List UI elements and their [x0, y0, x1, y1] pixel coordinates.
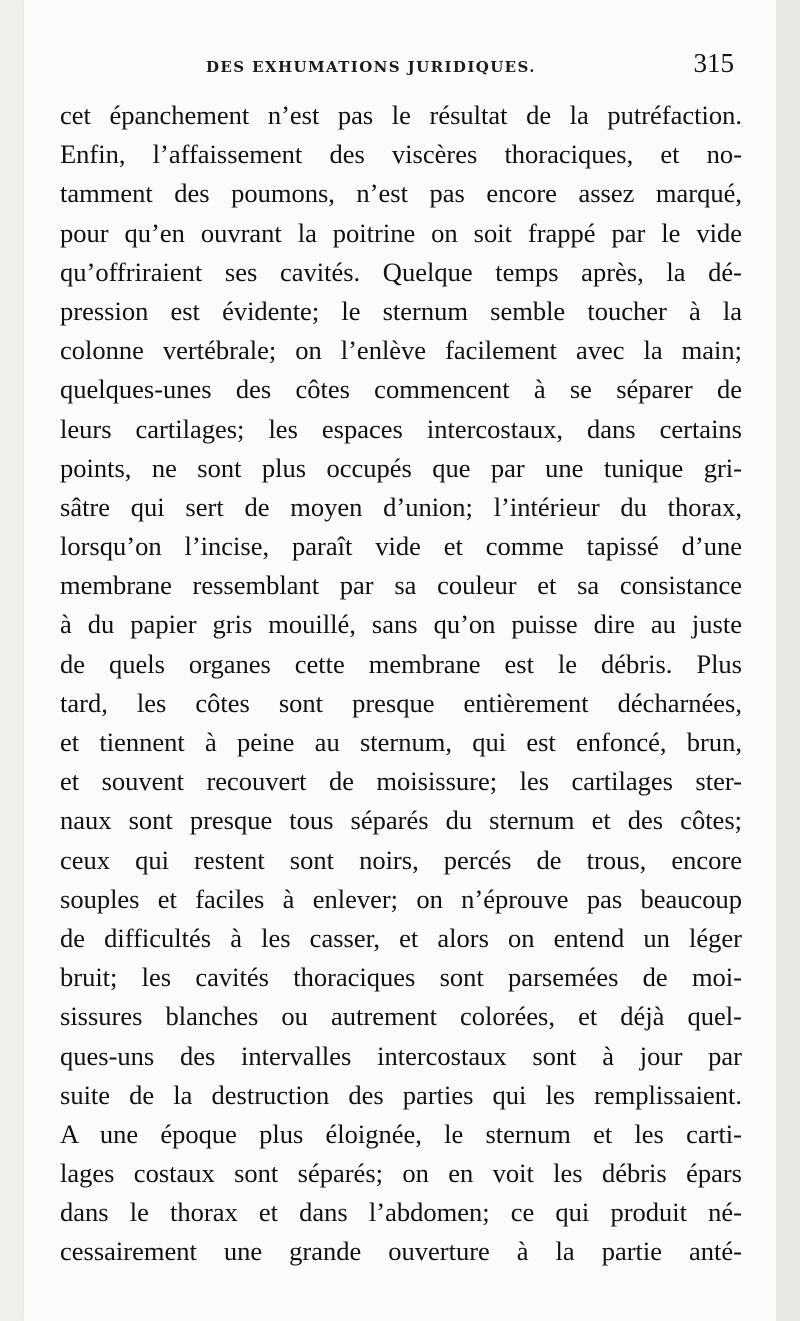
text-line: lages costaux sont séparés; on en voit les débris épars: [60, 1158, 742, 1189]
text-line: ques-uns des intervalles intercostaux sont à jour par: [60, 1040, 742, 1071]
text-line: quelques-unes des côtes commencent à se séparer de: [60, 374, 742, 405]
text-line: à du papier gris mouillé, sans qu’on puisse dire au juste: [60, 609, 742, 640]
text-line: sissures blanches ou autrement colorées, et déjà quel-: [60, 1001, 742, 1032]
text-line: sâtre qui sert de moyen d’union; l’intérieur du thorax,: [60, 491, 742, 522]
text-line: et tiennent à peine au sternum, qui est enfoncé, brun,: [60, 727, 742, 757]
text-line: et souvent recouvert de moisissure; les cartilages ster-: [60, 766, 742, 797]
text-line: bruit; les cavités thoraciques sont parsemées de moi-: [60, 962, 742, 993]
text-line: lorsqu’on l’incise, paraît vide et comme tapissé d’une: [60, 531, 742, 562]
text-line: de difficultés à les casser, et alors on entend un léger: [60, 922, 742, 953]
text-line: tard, les côtes sont presque entièrement décharnées,: [60, 687, 742, 718]
page-edge: [776, 0, 800, 1321]
text-line: suite de la destruction des parties qui les remplissaient.: [60, 1079, 742, 1110]
page-number: 315: [693, 48, 734, 78]
text-line: Enfin, l’affaissement des viscères thoraciques, et no-: [60, 139, 742, 170]
text-line: colonne vertébrale; on l’enlève facilement avec la main;: [60, 335, 742, 366]
text-line: cessairement une grande ouverture à la partie anté-: [60, 1236, 742, 1267]
text-line: A une époque plus éloignée, le sternum et les carti-: [60, 1118, 742, 1149]
text-line: qu’offriraient ses cavités. Quelque temps après, la dé-: [60, 256, 742, 287]
text-line: ceux qui restent sont noirs, percés de trous, encore: [60, 844, 742, 875]
text-line: naux sont presque tous séparés du sternum et des côtes;: [60, 805, 742, 836]
body-text: [60, 96, 742, 1272]
text-line: tamment des poumons, n’est pas encore assez marqué,: [60, 178, 742, 209]
text-line: pression est évidente; le sternum semble toucher à la: [60, 295, 742, 326]
text-line: leurs cartilages; les espaces intercostaux, dans certains: [60, 413, 742, 444]
running-head: [60, 48, 740, 88]
running-head-title: DES EXHUMATIONS JURIDIQUES.: [206, 58, 536, 76]
text-line: pour qu’en ouvrant la poitrine on soit frappé par le vide: [60, 217, 742, 248]
text-line: points, ne sont plus occupés que par une tunique gri-: [60, 452, 742, 483]
text-line: de quels organes cette membrane est le débris. Plus: [60, 648, 742, 679]
text-line: souples et faciles à enlever; on n’éprouve pas beaucoup: [60, 883, 742, 914]
text-line: dans le thorax et dans l’abdomen; ce qui produit né-: [60, 1197, 742, 1228]
text-line: membrane ressemblant par sa couleur et sa consistance: [60, 570, 742, 601]
text-line: cet épanchement n’est pas le résultat de la putréfaction.: [60, 100, 742, 130]
